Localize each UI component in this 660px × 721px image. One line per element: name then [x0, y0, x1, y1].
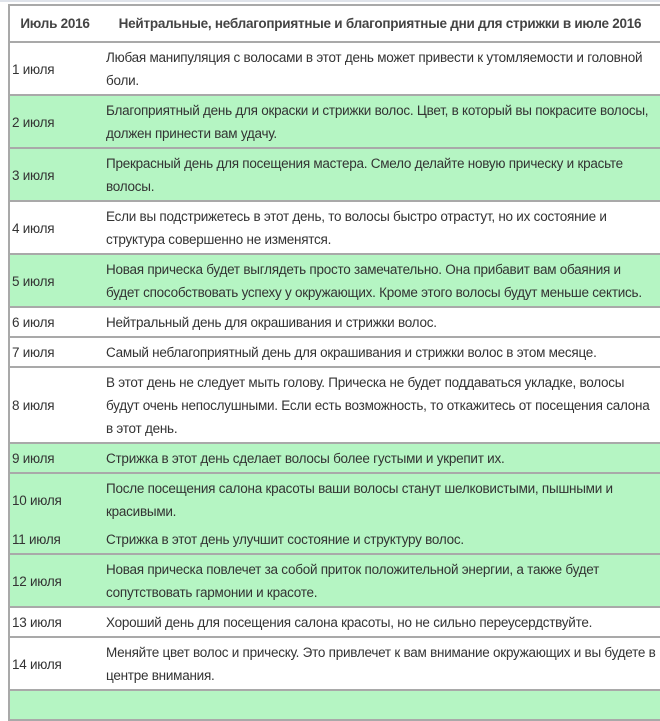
description-cell: Новая прическа будет выглядеть просто замечательно. Она прибавит вам обаяния и будет способствовать успеху у окружающих. Кроме этого волосы будут меньше сектись.	[106, 262, 642, 300]
description-cell: Благоприятный день для окраски и стрижки волос. Цвет, в который вы покрасите волосы, должен принести вам удачу.	[106, 103, 649, 141]
table-row	[9, 367, 660, 443]
description-cell: Хороший день для посещения салона красоты, но не сильно переусердствуйте.	[106, 615, 593, 630]
day-cell: 7 июля	[12, 345, 55, 360]
table-body	[9, 42, 660, 720]
day-cell: 12 июля	[12, 573, 62, 589]
header-description-column	[100, 5, 660, 42]
table-row	[9, 554, 660, 607]
day-cell: 11 июля	[12, 532, 61, 547]
description-cell: Стрижка в этот день сделает волосы более густыми и укрепит их.	[106, 451, 505, 466]
description-cell: Если вы подстрижетесь в этот день, то волосы быстро отрастут, но их состояние и структура совершенно не изменятся.	[106, 209, 607, 247]
description-cell: Нейтральный день для окрашивания и стрижки волос.	[106, 315, 437, 330]
table-row	[9, 525, 660, 554]
table-row	[9, 307, 660, 337]
table-row-partial	[9, 690, 660, 720]
description-cell: Меняйте цвет волос и прическу. Это привлечет к вам внимание окружающих и вы будете в центре внимания.	[106, 645, 656, 683]
table-row	[9, 337, 660, 367]
description-cell: Новая прическа повлечет за собой приток положительной энергии, а также будет сопутствовать гармонии и красоте.	[106, 562, 600, 600]
day-cell: 8 июля	[12, 398, 55, 413]
table-row	[9, 254, 660, 307]
table-row	[9, 637, 660, 690]
table-row	[9, 201, 660, 254]
day-cell: 4 июля	[12, 220, 55, 236]
table-row	[9, 607, 660, 637]
table-row	[9, 148, 660, 201]
day-cell: 1 июля	[12, 61, 55, 77]
day-cell: 5 июля	[12, 273, 55, 289]
day-cell: 2 июля	[12, 114, 55, 130]
description-cell: Самый неблагоприятный день для окрашивания и стрижки волос в этом месяце.	[106, 345, 597, 360]
page-top-divider	[0, 0, 660, 2]
day-cell	[9, 690, 100, 720]
table-header-row	[9, 5, 660, 42]
description-cell: В этот день не следует мыть голову. Прическа не будет поддаваться укладке, волосы будут очень непослушными. Если есть возможность, то откажитесь от посещения салона в этот день.	[106, 375, 650, 436]
table-row	[9, 42, 660, 95]
haircut-calendar-table	[8, 4, 660, 721]
table-row	[9, 473, 660, 525]
day-cell: 14 июля	[12, 656, 62, 672]
header-month-label: Июль 2016	[20, 16, 90, 31]
header-day-column	[9, 5, 100, 42]
day-cell: 9 июля	[12, 451, 55, 466]
table-row	[9, 443, 660, 473]
table-row	[9, 95, 660, 148]
day-cell: 13 июля	[12, 615, 62, 630]
description-cell: После посещения салона красоты ваши волосы станут шелковистыми, пышными и красивыми.	[106, 481, 613, 519]
description-cell: Прекрасный день для посещения мастера. Смело делайте новую прическу и красьте волосы.	[106, 156, 623, 194]
description-cell: Стрижка в этот день улучшит состояние и структуру волос.	[106, 532, 464, 547]
day-cell: 3 июля	[12, 167, 55, 183]
header-description-label: Нейтральные, неблагоприятные и благоприятные дни для стрижки в июле 2016	[118, 16, 642, 31]
day-cell: 10 июля	[12, 492, 62, 508]
description-cell	[100, 690, 660, 720]
day-cell: 6 июля	[12, 315, 55, 330]
description-cell: Любая манипуляция с волосами в этот день может привести к утомляемости и головной боли.	[106, 50, 643, 88]
